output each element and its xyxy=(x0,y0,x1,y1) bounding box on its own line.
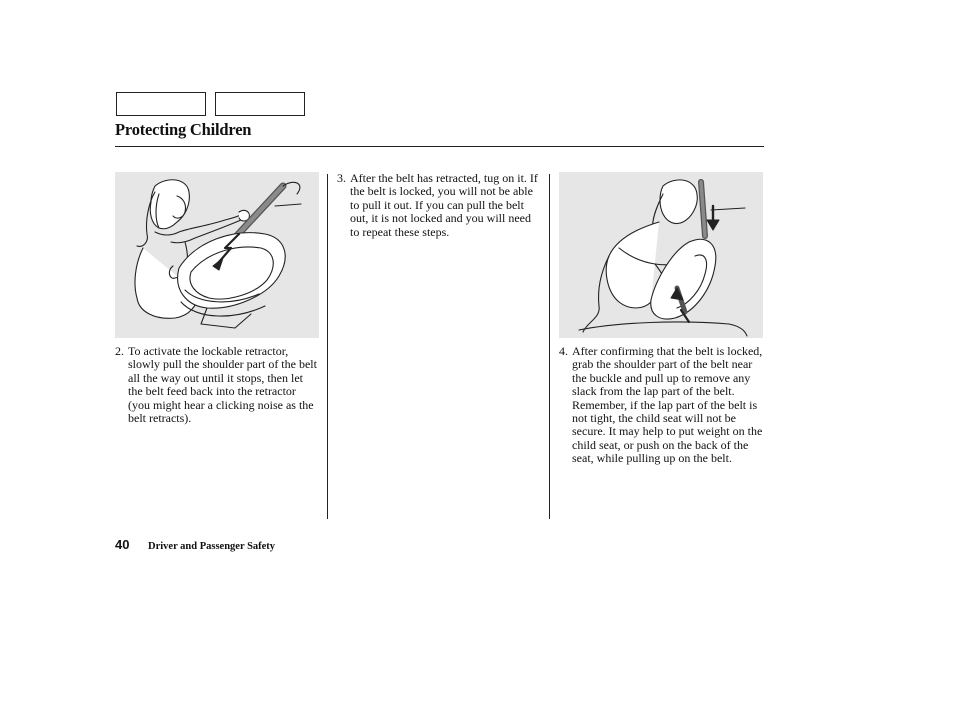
page-number: 40 xyxy=(115,537,130,552)
column-divider-2 xyxy=(549,174,550,519)
step-4 xyxy=(559,345,763,466)
woman-pulling-shoulder-belt-illustration xyxy=(115,172,319,338)
step-2-number: 2. xyxy=(115,344,124,358)
woman-pushing-child-seat-illustration xyxy=(559,172,763,338)
step-3-number: 3. xyxy=(337,171,346,185)
footer-section-name: Driver and Passenger Safety xyxy=(148,541,276,552)
title-rule xyxy=(115,146,764,147)
step-4-text: After confirming that the belt is locked, grab the shoulder part of the belt near the buckle and pull up to remove any slack from the lap part of the belt. Remember, if the lap part of the belt is not tight, the child seat will not be secure. It may help to put weight on the child seat, or push on the back of the seat, while pulling up on the belt. xyxy=(572,344,763,466)
step-3-text: After the belt has retracted, tug on it. If the belt is locked, you will not be able to pull it out. If you can pull the belt out, it is not locked and you will need to repeat these steps. xyxy=(350,171,538,239)
step-2-text: To activate the lockable retractor, slowly pull the shoulder part of the belt all the way out until it stops, then let the belt feed back into the retractor (you might hear a clicking noise as the belt retracts). xyxy=(128,344,317,426)
step-4-number: 4. xyxy=(559,344,568,358)
step-2 xyxy=(115,345,320,425)
column-divider-1 xyxy=(327,174,328,519)
header-tab-2 xyxy=(215,92,305,116)
page-title: Protecting Children xyxy=(115,120,252,139)
header-tab-1 xyxy=(116,92,206,116)
step-3 xyxy=(337,172,543,239)
